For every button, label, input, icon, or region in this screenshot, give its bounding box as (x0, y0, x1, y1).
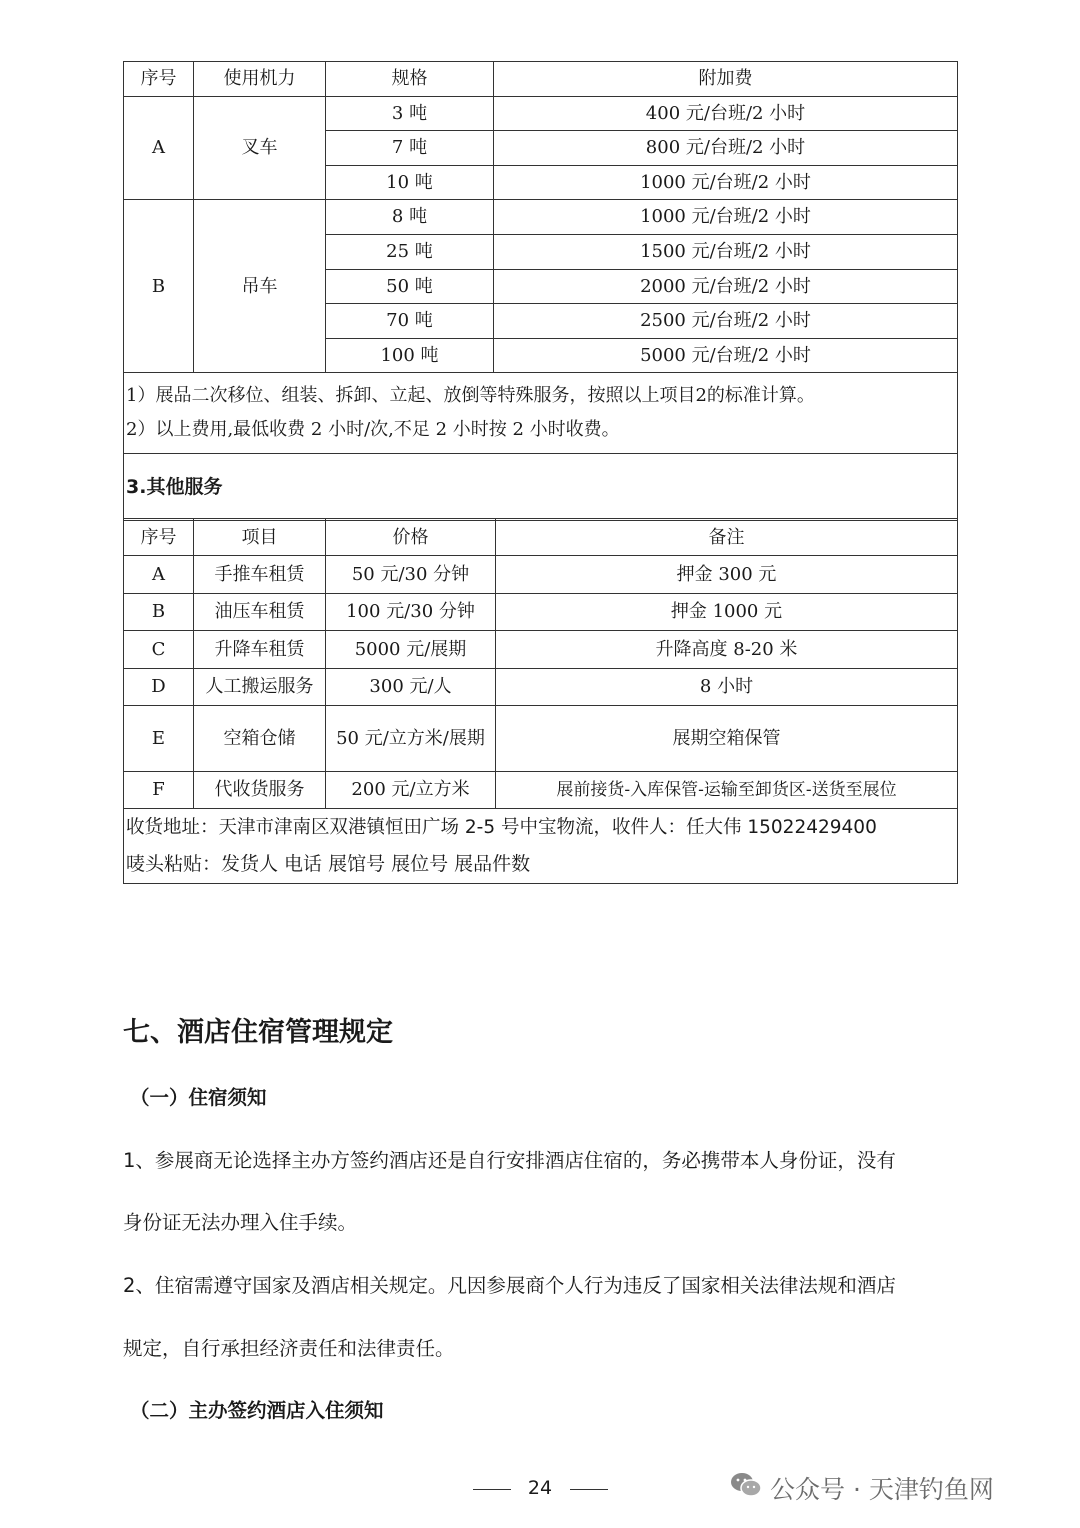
spec-cell: 50 吨 (326, 269, 494, 304)
remark-cell: 押金 1000 元 (496, 593, 958, 630)
price-cell: 50 元/30 分钟 (326, 556, 496, 593)
note-2: 2）以上费用,最低收费 2 小时/次,不足 2 小时按 2 小时收费。 (126, 419, 620, 441)
header-cell: 序号 (124, 519, 194, 556)
wechat-icon (730, 1471, 762, 1505)
spec-cell: 70 吨 (326, 304, 494, 339)
fee-cell: 400 元/台班/2 小时 (494, 96, 958, 131)
item-cell: 代收货服务 (194, 771, 326, 808)
remark-cell: 8 小时 (496, 668, 958, 705)
section-title-row (124, 454, 958, 521)
receiving-address: 收货地址：天津市津南区双港镇恒田广场 2-5 号中宝物流，收件人：任大伟 15022429400 (124, 809, 958, 846)
header-cell: 附加费 (494, 62, 958, 97)
item-cell: 人工搬运服务 (194, 668, 326, 705)
header-cell: 序号 (124, 62, 194, 97)
spec-cell: 8 吨 (326, 200, 494, 235)
header-cell: 规格 (326, 62, 494, 97)
fee-cell: 5000 元/台班/2 小时 (494, 338, 958, 373)
no-cell: D (124, 668, 194, 705)
header-cell: 备注 (496, 519, 958, 556)
table-row (124, 200, 958, 235)
paragraph-2-line-1: 2、住宿需遵守国家及酒店相关规定。凡因参展商个人行为违反了国家相关法律法规和酒店 (123, 1274, 896, 1297)
group-no-cell: A (124, 96, 194, 200)
no-cell: B (124, 593, 194, 630)
spec-cell: 25 吨 (326, 234, 494, 269)
watermark (730, 1470, 994, 1506)
no-cell: F (124, 771, 194, 808)
fee-cell: 1000 元/台班/2 小时 (494, 165, 958, 200)
price-cell: 5000 元/展期 (326, 631, 496, 668)
table-header-row (124, 62, 958, 97)
table-row (124, 556, 958, 593)
no-cell: E (124, 705, 194, 771)
spec-cell: 7 吨 (326, 131, 494, 166)
shipping-mark-row (124, 846, 958, 883)
no-cell: A (124, 556, 194, 593)
table-header-row (124, 519, 958, 556)
fee-cell: 800 元/台班/2 小时 (494, 131, 958, 166)
no-cell: C (124, 631, 194, 668)
price-cell: 200 元/立方米 (326, 771, 496, 808)
shipping-mark: 唛头粘贴：发货人 电话 展馆号 展位号 展品件数 (124, 846, 958, 883)
fee-cell: 2500 元/台班/2 小时 (494, 304, 958, 339)
price-cell: 100 元/30 分钟 (326, 593, 496, 630)
machine-cell: 吊车 (194, 200, 326, 373)
fee-cell: 1000 元/台班/2 小时 (494, 200, 958, 235)
table-row (124, 668, 958, 705)
remark-cell: 展期空箱保管 (496, 705, 958, 771)
table-row (124, 593, 958, 630)
table-row (124, 631, 958, 668)
item-cell: 升降车租赁 (194, 631, 326, 668)
item-cell: 空箱仓储 (194, 705, 326, 771)
subsection-heading-2: （二）主办签约酒店入住须知 (130, 1399, 384, 1422)
footer-rule-left (473, 1489, 511, 1490)
spec-cell: 10 吨 (326, 165, 494, 200)
remark-cell: 押金 300 元 (496, 556, 958, 593)
machinery-surcharge-table (123, 61, 958, 521)
page-number: 24 (527, 1477, 553, 1499)
fee-cell: 1500 元/台班/2 小时 (494, 234, 958, 269)
footer-rule-right (570, 1489, 608, 1490)
item-cell: 油压车租赁 (194, 593, 326, 630)
section-title-other-services: 3.其他服务 (124, 454, 958, 521)
header-cell: 使用机力 (194, 62, 326, 97)
header-cell: 价格 (326, 519, 496, 556)
group-no-cell: B (124, 200, 194, 373)
paragraph-1-line-2: 身份证无法办理入住手续。 (123, 1211, 358, 1234)
spec-cell: 3 吨 (326, 96, 494, 131)
address-row (124, 809, 958, 846)
remark-cell: 升降高度 8-20 米 (496, 631, 958, 668)
paragraph-2-line-2: 规定，自行承担经济责任和法律责任。 (123, 1337, 455, 1360)
other-services-table (123, 518, 958, 884)
spec-cell: 100 吨 (326, 338, 494, 373)
price-cell: 300 元/人 (326, 668, 496, 705)
fee-cell: 2000 元/台班/2 小时 (494, 269, 958, 304)
machine-cell: 叉车 (194, 96, 326, 200)
section-heading: 七、酒店住宿管理规定 (123, 1017, 393, 1048)
notes-cell (124, 373, 958, 454)
paragraph-1-line-1: 1、参展商无论选择主办方签约酒店还是自行安排酒店住宿的，务必携带本人身份证，没有 (123, 1149, 896, 1172)
notes-row (124, 373, 958, 454)
item-cell: 手推车租赁 (194, 556, 326, 593)
header-cell: 项目 (194, 519, 326, 556)
subsection-heading-1: （一）住宿须知 (130, 1086, 267, 1109)
price-cell: 50 元/立方米/展期 (326, 705, 496, 771)
watermark-text: 公众号 · 天津钓鱼网 (770, 1475, 994, 1504)
table-row (124, 771, 958, 808)
note-1: 1）展品二次移位、组装、拆卸、立起、放倒等特殊服务，按照以上项目2的标准计算。 (126, 385, 815, 407)
remark-cell: 展前接货-入库保管-运输至卸货区-送货至展位 (496, 771, 958, 808)
table-row (124, 705, 958, 771)
table-row (124, 96, 958, 131)
